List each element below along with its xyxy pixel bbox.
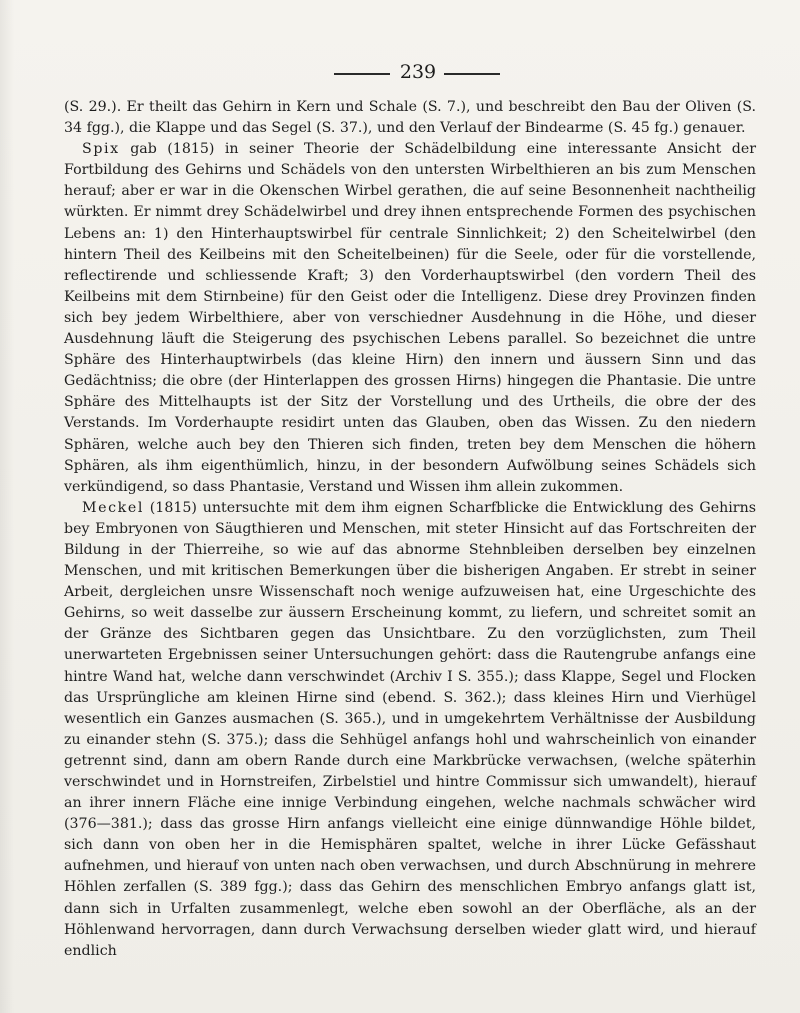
paragraph-text: (S. 29.). Er theilt das Gehirn in Kern und Schale (S. 7.), und beschreibt den Bau der Oliven (S. 34 fgg.), die Klappe und das Segel (S. 37.), und den Verlauf der Bindearme (S. 45 fg.) genauer. [64,99,756,137]
paragraph-spix [64,139,756,498]
page-number: 239 [399,61,437,83]
page-header [0,60,800,84]
author-name-meckel: Meckel [82,499,144,516]
paragraph-text: gab (1815) in seiner Theorie der Schädelbildung eine interessante Ansicht der Fortbildung des Gehirns und Schädels von den untersten Wirbelthieren an bis zum Menschen herauf; aber er war in die Okenschen Wirbel gerathen, die auf seine Besonnenheit nachtheilig würkten. Er nimmt drey Schädelwirbel und drey ihnen entsprechende Formen des psychischen Lebens an: 1) den Hinterhauptswirbel für centrale Sinnlichkeit; 2) den Scheitelwirbel (den hintern Theil des Keilbeins mit den Scheitelbeinen) für die Seele, oder für die vorstellende, reflectirende und schliessende Kraft; 3) den Vorderhauptswirbel (den vordern Theil des Keilbeins mit dem Stirnbeine) für den Geist oder die Intelligenz. Diese drey Provinzen finden sich bey jedem Wirbelthiere, aber von verschiedner Ausdehnung in die Höhe, und dieser Ausdehnung läuft die Steigerung des psychischen Lebens parallel. So bezeichnet die untre Sphäre des Hinterhauptwirbels (das kleine Hirn) den innern und äussern Sinn und das Gedächtniss; die obre (der Hinterlappen des grossen Hirns) hingegen die Phantasie. Die untre Sphäre des Mittelhaupts ist der Sitz der Vorstellung und des Urtheils, die obre der des Verstands. Im Vorderhaupte residirt unten das Glauben, oben das Wissen. Zu den niedern Sphären, welche auch bey den Thieren sich finden, treten bey dem Menschen die höhern Sphären, als ihm eigenthümlich, hinzu, in der besondern Aufwölbung seines Schädels sich verkündigend, so dass Phantasie, Verstand und Wissen ihm allein zukommen. [64,141,756,495]
paragraph-continuation [64,97,756,139]
author-name-spix: Spix [82,141,120,158]
paragraph-meckel [64,498,756,962]
header-rule-right [444,73,500,75]
body-text [64,97,756,962]
paragraph-text: (1815) untersuchte mit dem ihm eignen Scharfblicke die Entwicklung des Gehirns bey Embryonen von Säugthieren und Menschen, mit steter Hinsicht auf das Fortschreiten der Bildung in der Thierreihe, so wie auf das abnorme Stehnbleiben derselben bey einzelnen Menschen, und mit kritischen Bemerkungen über die bisherigen Angaben. Er strebt in seiner Arbeit, dergleichen unsre Wissenschaft noch wenige aufzuweisen hat, eine Urgeschichte des Gehirns, so weit dasselbe zur äussern Erscheinung kommt, zu liefern, und schreitet somit an der Gränze des Sichtbaren gegen das Unsichtbare. Zu den vorzüglichsten, zum Theil unerwarteten Ergebnissen seiner Untersuchungen gehört: dass die Rautengrube anfangs eine hintre Wand hat, welche dann verschwindet (Archiv I S. 355.); dass Klappe, Segel und Flocken das Ursprüngliche am kleinen Hirne sind (ebend. S. 362.); dass kleines Hirn und Vierhügel wesentlich ein Ganzes ausmachen (S. 365.), und in umgekehrtem Verhältnisse der Ausbildung zu einander stehn (S. 375.); dass die Sehhügel anfangs hohl und wahrscheinlich von einander getrennt sind, dann am obern Rande durch eine Markbrücke verwachsen, (welche späterhin verschwindet und in Hornstreifen, Zirbelstiel und hintre Commissur sich umwandelt), hierauf an ihrer innern Fläche eine innige Verbindung eingehen, welche nachmals schwächer wird (376—381.); dass das grosse Hirn anfangs vielleicht eine einige dünnwandige Höhle bildet, sich dann von oben her in die Hemisphären spaltet, welche in ihrer Lücke Gefässhaut aufnehmen, und hierauf von unten nach oben verwachsen, und durch Abschnürung in mehrere Höhlen zerfallen (S. 389 fgg.); dass das Gehirn des menschlichen Embryo anfangs glatt ist, dann sich in Urfalten zusammenlegt, welche eben sowohl an der Oberfläche, als an der Höhlenwand hervorragen, dann durch Verwachsung derselben wieder glatt wird, und hierauf endlich [64,499,756,959]
header-rule-left [334,73,390,75]
